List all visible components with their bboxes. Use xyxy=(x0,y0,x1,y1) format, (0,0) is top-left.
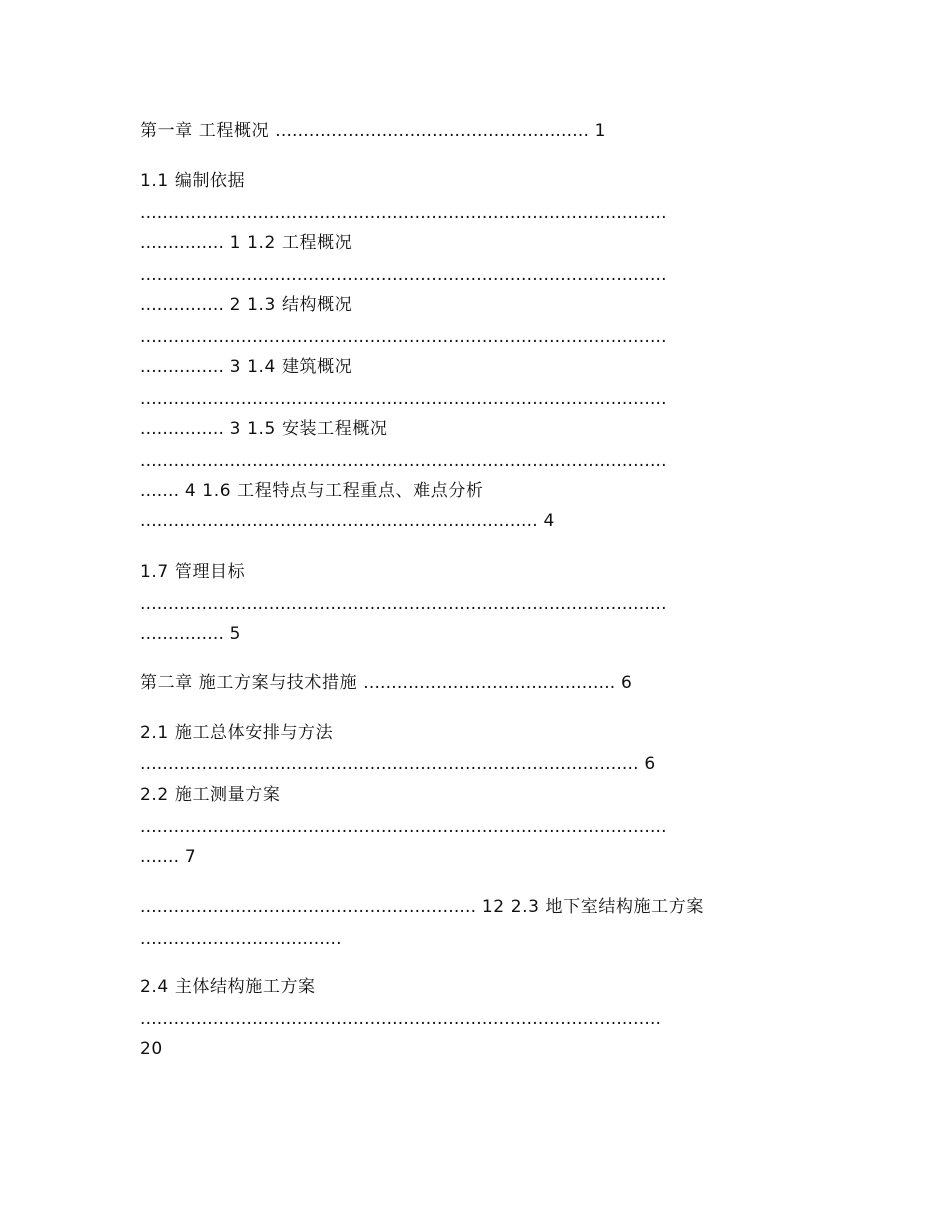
toc-line-1-1 xyxy=(140,170,245,192)
toc-leader-dots: .............................................................................................. xyxy=(140,451,667,471)
toc-leader-dots: .............................................................................................. xyxy=(140,203,667,223)
toc-leader-dots: ............... xyxy=(140,624,230,644)
toc-page-number: 6 xyxy=(644,754,656,774)
toc-entry-title: 2.4 主体结构施工方案 xyxy=(140,977,316,997)
toc-leader-dots: ............................................................................................. xyxy=(140,1009,662,1029)
toc-leader-dots: .................................... xyxy=(140,929,342,949)
toc-leader-dots: ....................................................................... xyxy=(140,511,544,531)
toc-line-1-6-dots xyxy=(140,510,555,532)
toc-leader-dots: ............... xyxy=(140,357,230,377)
toc-entry-title: 1.7 管理目标 xyxy=(140,562,246,582)
toc-line-1-6 xyxy=(140,480,484,502)
toc-page-number: 3 xyxy=(229,357,242,377)
toc-line-2-3 xyxy=(140,896,704,918)
toc-entry-title: 1.6 工程特点与工程重点、难点分析 xyxy=(202,481,484,501)
toc-page-number: 1 xyxy=(594,121,607,141)
toc-line-2-4 xyxy=(140,976,316,998)
toc-line-chapter-2 xyxy=(140,672,632,694)
toc-page-number: 6 xyxy=(621,673,633,693)
toc-entry-title: 1.2 工程概况 xyxy=(247,233,353,253)
toc-leader-dots: ............................................. xyxy=(363,673,622,693)
toc-line-1-7 xyxy=(140,561,245,583)
toc-leader-dots: ....... xyxy=(140,481,185,501)
toc-line-1-2 xyxy=(140,232,352,254)
toc-entry-title: 1.1 编制依据 xyxy=(140,171,246,191)
toc-page-number: 3 xyxy=(229,419,242,439)
toc-line-1-7-page xyxy=(140,623,241,645)
toc-page-number: 4 xyxy=(184,481,197,501)
toc-line-2-4-page xyxy=(140,1038,163,1060)
toc-leader-dots: .............................................................................................. xyxy=(140,389,667,409)
toc-line-chapter-1 xyxy=(140,120,606,142)
toc-entry-title: 1.4 建筑概况 xyxy=(247,357,353,377)
toc-page-number: 20 xyxy=(140,1039,163,1059)
toc-entry-title: 第二章 施工方案与技术措施 xyxy=(140,673,358,693)
toc-line-1-3 xyxy=(140,294,352,316)
toc-page-number: 12 xyxy=(481,897,505,917)
toc-entry-title: 1.3 结构概况 xyxy=(247,295,353,315)
toc-page-number: 4 xyxy=(543,511,555,531)
toc-leader-dots: ............... xyxy=(140,295,230,315)
toc-leader-dots: .............................................................................................. xyxy=(140,817,667,837)
toc-leader-dots: .............................................................................................. xyxy=(140,594,667,614)
toc-page-number: 2 xyxy=(229,295,242,315)
toc-leader-dots: ....... xyxy=(140,847,185,867)
toc-entry-title: 第一章 工程概况 xyxy=(140,121,270,141)
toc-line-2-2-page xyxy=(140,846,196,868)
toc-leader-dots: ......................................................................................... xyxy=(140,754,645,774)
toc-page-number: 1 xyxy=(229,233,242,253)
toc-page-number: 5 xyxy=(229,624,242,644)
toc-entry-title: 2.3 地下室结构施工方案 xyxy=(510,897,704,917)
toc-leader-dots: ........................................................ xyxy=(275,121,595,141)
toc-page-number: 7 xyxy=(184,847,197,867)
toc-line-1-4 xyxy=(140,356,352,378)
toc-entry-title: 1.5 安装工程概况 xyxy=(247,419,388,439)
toc-leader-dots: ............... xyxy=(140,419,230,439)
toc-leader-dots: .............................................................................................. xyxy=(140,327,667,347)
toc-line-2-1-dots xyxy=(140,753,656,775)
toc-entry-title: 2.1 施工总体安排与方法 xyxy=(140,723,334,743)
toc-line-1-5 xyxy=(140,418,388,440)
toc-leader-dots: ............................................................ xyxy=(140,897,482,917)
toc-line-2-2 xyxy=(140,784,280,806)
toc-leader-dots: ............... xyxy=(140,233,230,253)
toc-entry-title: 2.2 施工测量方案 xyxy=(140,785,281,805)
toc-line-2-1 xyxy=(140,722,333,744)
toc-leader-dots: .............................................................................................. xyxy=(140,265,667,285)
